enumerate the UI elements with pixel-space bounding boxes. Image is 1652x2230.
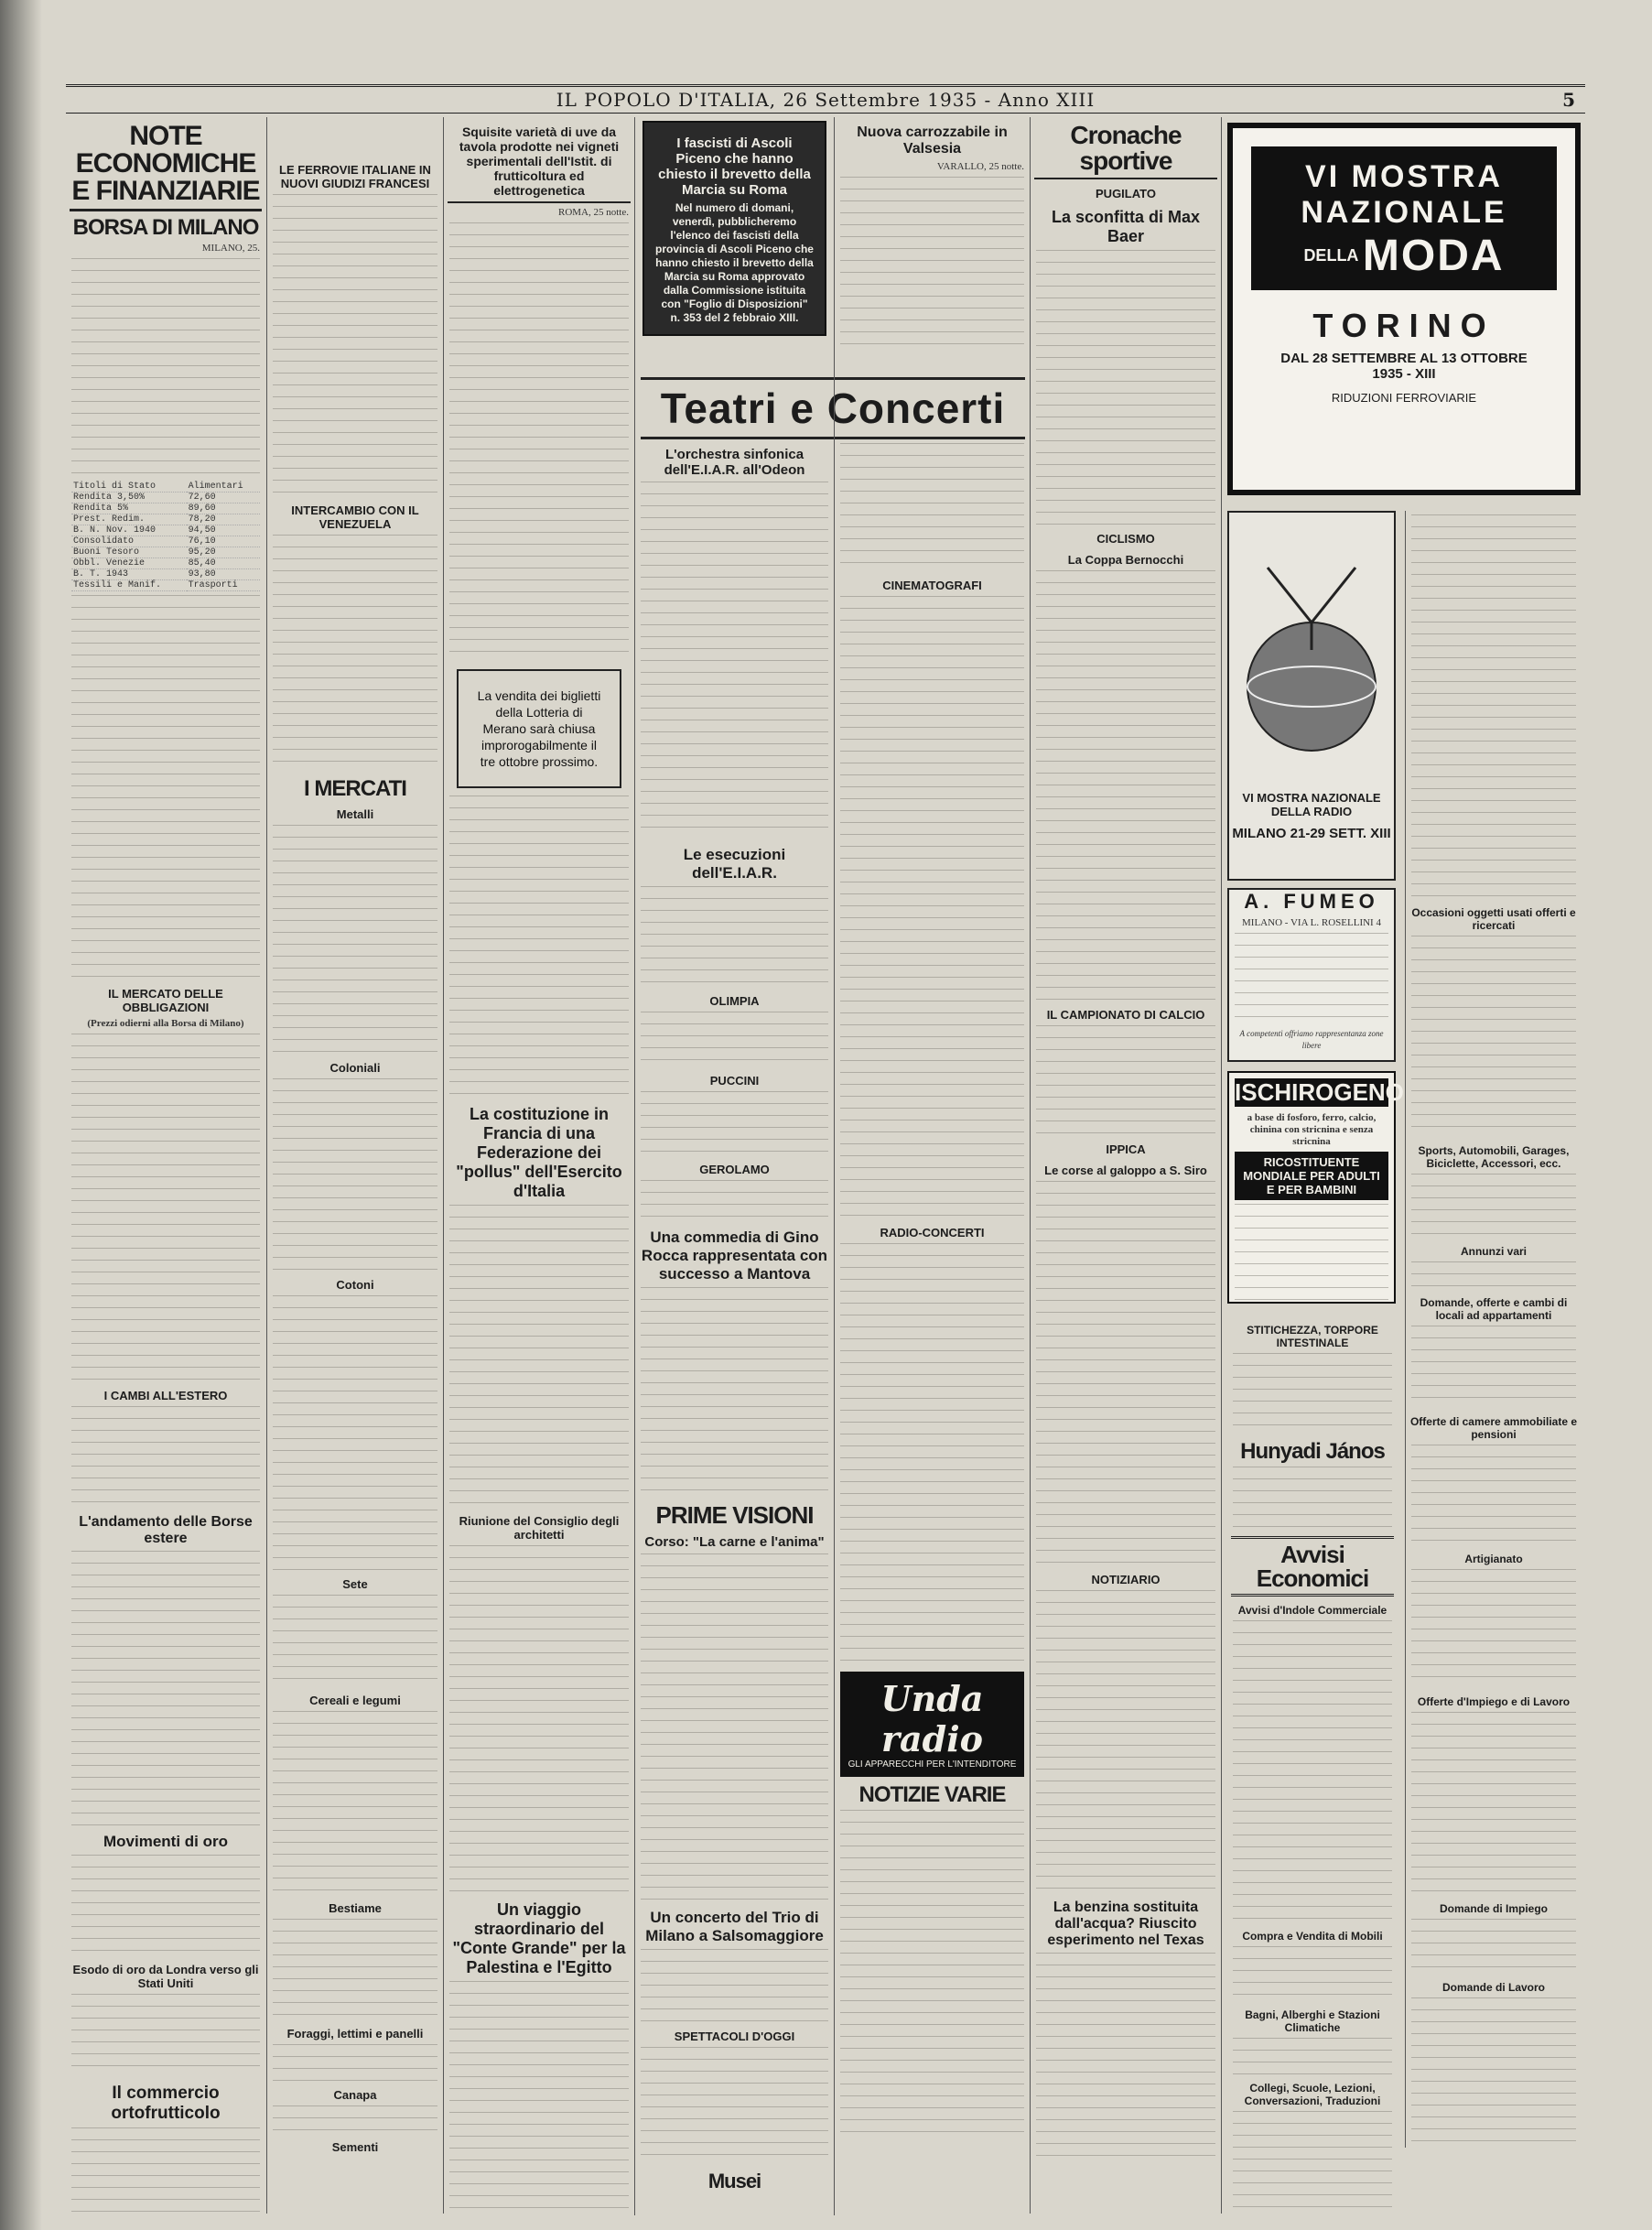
concerto-text xyxy=(641,1949,828,2022)
bagni-text xyxy=(1233,2038,1392,2074)
ischirogeno-line1: a base di fosforo, ferro, calcio, chinina con stricnina e senza stricnina xyxy=(1247,1112,1377,1147)
bestiame-text xyxy=(273,1919,437,2019)
page-number: 5 xyxy=(1562,89,1576,111)
teatri-banner: Teatri e Concerti xyxy=(641,377,1025,439)
fumeo-ad xyxy=(1227,888,1396,1062)
quotes-table xyxy=(71,482,260,591)
column-sport xyxy=(1030,117,1221,2214)
cat-camere: Offerte di camere ammobiliate e pensioni xyxy=(1409,1415,1578,1441)
heading-viaggio: Un viaggio straordinario del "Conte Grande" per la Palestina e l'Egitto xyxy=(452,1900,626,1976)
heading-calcio: IL CAMPIONATO DI CALCIO xyxy=(1046,1008,1205,1022)
heading-puccini: PUCCINI xyxy=(709,1074,760,1088)
avvisi-economici: Avvisi Economici xyxy=(1231,1536,1394,1597)
artigianato-text xyxy=(1411,1569,1576,1688)
radio-concerti-text xyxy=(840,1243,1024,1664)
heading-bestiame: Bestiame xyxy=(329,1901,382,1915)
ferrovie-text xyxy=(273,194,437,496)
obbligazioni-list xyxy=(71,1034,260,1381)
table-row: B. N. Nov. 1940 94,50 xyxy=(71,525,260,536)
orto-text xyxy=(71,2127,260,2214)
cat-bagni: Bagni, Alberghi e Stazioni Climatiche xyxy=(1245,2008,1380,2034)
unda-brand: Unda radio xyxy=(880,1678,984,1759)
coloniali-text xyxy=(273,1078,437,1271)
borsa-title: BORSA DI MILANO xyxy=(72,215,259,240)
heading-borse-estere: L'andamento delle Borse estere xyxy=(79,1514,253,1546)
intercambio-text xyxy=(273,535,437,773)
subheading-obbligazioni: (Prezzi odierni alla Borsa di Milano) xyxy=(87,1018,244,1029)
cat-collegi: Collegi, Scuole, Lezioni, Conversazioni, Traduzioni xyxy=(1244,2082,1381,2107)
francia-text xyxy=(449,1205,629,1507)
heading-musei: Musei xyxy=(707,2170,761,2192)
table-row: Buoni Tesoro 95,20 xyxy=(71,547,260,558)
foraggi-text xyxy=(273,2044,437,2081)
heading-cambi: I CAMBI ALL'ESTERO xyxy=(103,1389,228,1402)
table-row: Tessili e Manif. Trasporti xyxy=(71,580,260,591)
viaggio-text xyxy=(449,1981,629,2214)
finance-banner: NOTE ECONOMICHE E FINANZIARIE xyxy=(70,123,262,211)
heading-mercati: I MERCATI xyxy=(304,776,406,801)
quotes-list xyxy=(71,595,260,980)
masthead-title: IL POPOLO D'ITALIA, 26 Settembre 1935 - Anno XIII xyxy=(556,89,1096,111)
spettacoli-text xyxy=(641,2047,828,2166)
heading-movimenti-oro: Movimenti di oro xyxy=(103,1833,228,1850)
fascisti-box xyxy=(642,121,826,336)
moda-note: RIDUZIONI FERROVIARIE xyxy=(1331,391,1477,405)
heading-gerolamo: GEROLAMO xyxy=(699,1163,770,1176)
ischirogeno-ad xyxy=(1227,1071,1404,1304)
unda-tagline: GLI APPARECCHI PER L'INTENDITORE xyxy=(848,1759,1017,1770)
canapa-text xyxy=(273,2106,437,2133)
heading-orchestra: L'orchestra sinfonica dell'E.I.A.R. all'Odeon xyxy=(664,447,805,478)
puccini-text xyxy=(641,1091,828,1155)
cat-impiego: Offerte d'Impiego e di Lavoro xyxy=(1417,1695,1571,1708)
table-row: Rendita 3,50% 72,60 xyxy=(71,493,260,503)
heading-notiziario: NOTIZIARIO xyxy=(1091,1573,1161,1586)
corso-text xyxy=(641,1553,828,1901)
collegi-text xyxy=(1233,2111,1392,2212)
cereali-text xyxy=(273,1711,437,1894)
radio-ad xyxy=(1227,511,1396,881)
table-row: Prest. Redim. 78,20 xyxy=(71,514,260,525)
baer-text xyxy=(1036,250,1215,525)
rocca-text xyxy=(641,1287,828,1498)
left-classifieds xyxy=(1227,1316,1398,2214)
table-row: Rendita 5% 89,60 xyxy=(71,503,260,514)
fumeo-name: A. FUMEO xyxy=(1244,890,1379,913)
moda-line4: MODA xyxy=(1362,232,1505,280)
domande-lavoro-text xyxy=(1411,1997,1576,2144)
heading-stitichezza: STITICHEZZA, TORPORE INTESTINALE xyxy=(1247,1324,1378,1349)
cat-commerciale: Avvisi d'Indole Commerciale xyxy=(1237,1604,1387,1617)
heading-radio-concerti: RADIO-CONCERTI xyxy=(880,1226,985,1239)
heading-siro: Le corse al galoppo a S. Siro xyxy=(1044,1164,1207,1177)
mobili-text xyxy=(1233,1946,1392,2001)
moda-city: TORINO xyxy=(1312,307,1495,344)
impiego-text xyxy=(1411,1712,1576,1895)
radio-ad-title: VI MOSTRA NAZIONALE DELLA RADIO xyxy=(1242,791,1381,818)
ischirogeno-name: ISCHIROGENO xyxy=(1235,1078,1404,1106)
olimpia-text xyxy=(641,1012,828,1066)
heading-esecuzioni: Le esecuzioni dell'E.I.A.R. xyxy=(683,846,786,882)
oro-text xyxy=(71,1855,260,1955)
heading-concerto-trio: Un concerto del Trio di Milano a Salsomaggiore xyxy=(645,1909,824,1944)
fumeo-note: A competenti offriamo rappresentanza zone libere xyxy=(1239,1029,1384,1050)
news-text-1 xyxy=(449,796,629,1098)
heading-ferrovie: LE FERROVIE ITALIANE IN NUOVI GIUDIZI FRANCESI xyxy=(279,163,431,190)
heading-carrozzabile: Nuova carrozzabile in Valsesia xyxy=(857,124,1008,157)
column-ads xyxy=(1221,117,1586,2214)
fumeo-addr: MILANO - VIA L. ROSELLINI 4 xyxy=(1242,917,1381,928)
table-row: Obbl. Venezie 85,40 xyxy=(71,558,260,569)
cat-locali: Domande, offerte e cambi di locali ad appartamenti xyxy=(1420,1296,1568,1322)
cambi-text xyxy=(71,1406,260,1507)
column-cinema-body xyxy=(834,439,1030,2215)
carrozzabile-text xyxy=(840,177,1024,351)
notiziario-text xyxy=(1036,1590,1215,1892)
table-row: Titoli di Stato Alimentari xyxy=(71,482,260,493)
heading-ortofrutticolo: Il commercio ortofrutticolo xyxy=(111,2084,221,2123)
borse-text xyxy=(71,1551,260,1825)
borsa-text xyxy=(71,258,260,478)
uve-text xyxy=(449,222,629,662)
heading-architetti: Riunione del Consiglio degli architetti xyxy=(459,1514,620,1542)
heading-intercambio: INTERCAMBIO CON IL VENEZUELA xyxy=(291,503,419,531)
heading-metalli: Metalli xyxy=(336,807,374,821)
column-teatri-body xyxy=(634,439,834,2215)
commerciale-text xyxy=(1233,1620,1392,1922)
globe-illustration xyxy=(1231,513,1392,787)
right-classifieds xyxy=(1405,511,1582,2148)
heading-notizie-varie: NOTIZIE VARIE xyxy=(858,1782,1006,1807)
fascisti-title: I fascisti di Ascoli Piceno che hanno chiesto il brevetto della Marcia su Roma xyxy=(658,135,811,198)
heading-coloniali: Coloniali xyxy=(329,1061,381,1075)
prime-visioni: PRIME VISIONI xyxy=(655,1501,814,1529)
occasioni-text xyxy=(1411,936,1576,1137)
cat-sports: Sports, Automobili, Garages, Biciclette, Accessori, ecc. xyxy=(1418,1144,1570,1170)
siro-text xyxy=(1036,1181,1215,1565)
cat-mobili: Compra e Vendita di Mobili xyxy=(1242,1930,1383,1943)
heading-obbligazioni: IL MERCATO DELLE OBBLIGAZIONI xyxy=(108,987,223,1014)
table-row: B. T. 1943 93,80 xyxy=(71,569,260,580)
carrozzabile-dateline: VARALLO, 25 notte. xyxy=(936,161,1024,172)
borsa-dateline: MILANO, 25. xyxy=(201,243,260,254)
heading-spettacoli: SPETTACOLI D'OGGI xyxy=(674,2030,795,2043)
heading-rocca: Una commedia di Gino Rocca rappresentata con successo a Mantova xyxy=(641,1229,828,1283)
cat-occasioni: Occasioni oggetti usati offerti e ricercati xyxy=(1411,906,1576,932)
heading-pugilato: PUGILATO xyxy=(1096,187,1156,200)
cat-artigianato: Artigianato xyxy=(1464,1553,1523,1565)
heading-francia: La costituzione in Francia di una Federazione dei "pollus" dell'Esercito d'Italia xyxy=(456,1105,622,1200)
teatri-listings xyxy=(840,443,1024,571)
heading-esodo-oro: Esodo di oro da Londra verso gli Stati Uniti xyxy=(72,1963,259,1990)
heading-ippica: IPPICA xyxy=(1106,1142,1146,1156)
heading-bernocchi: La Coppa Bernocchi xyxy=(1067,553,1184,567)
masthead xyxy=(66,84,1585,114)
hunyadi-text xyxy=(1233,1467,1392,1531)
calcio-text xyxy=(1036,1025,1215,1135)
heading-ciclismo: CICLISMO xyxy=(1096,532,1155,546)
gerolamo-text xyxy=(641,1180,828,1221)
lotteria-box xyxy=(457,669,621,788)
sete-text xyxy=(273,1595,437,1686)
heading-cereali: Cereali e legumi xyxy=(309,1694,401,1707)
annunzi-text xyxy=(1411,1261,1576,1289)
moda-line3: DELLA xyxy=(1303,246,1359,265)
metalli-text xyxy=(273,825,437,1054)
moda-line1: VI MOSTRA xyxy=(1305,159,1503,194)
heading-canapa: Canapa xyxy=(333,2088,377,2102)
sports-text xyxy=(1411,1174,1576,1238)
cat-domande-lavoro: Domande di Lavoro xyxy=(1441,1981,1545,1994)
heading-baer: La sconfitta di Max Baer xyxy=(1051,208,1201,245)
cotoni-text xyxy=(273,1295,437,1570)
unda-radio-ad xyxy=(840,1672,1024,1777)
moda-line2: NAZIONALE xyxy=(1301,195,1507,230)
domande-impiego-text xyxy=(1411,1919,1576,1974)
cat-annunzi: Annunzi vari xyxy=(1460,1245,1527,1258)
scan-binding-edge xyxy=(0,0,42,2230)
cat-domande-impiego: Domande di Impiego xyxy=(1439,1902,1548,1915)
fumeo-text xyxy=(1235,933,1388,1024)
heading-sete: Sete xyxy=(342,1577,368,1591)
notizie-text xyxy=(840,1810,1024,2139)
school-ads-text xyxy=(1411,514,1576,899)
moda-ad xyxy=(1227,123,1581,495)
benzina-text xyxy=(1036,1953,1215,2163)
architetti-text xyxy=(449,1545,629,1893)
heading-cronache-sportive: Cronache sportive xyxy=(1034,123,1217,179)
ischirogeno-line2: RICOSTITUENTE MONDIALE PER ADULTI E PER BAMBINI xyxy=(1235,1152,1388,1200)
heading-cotoni: Cotoni xyxy=(336,1278,374,1292)
heading-foraggi: Foraggi, lettimi e panelli xyxy=(286,2027,424,2041)
heading-corso: Corso: "La carne e l'anima" xyxy=(644,1534,825,1550)
ischirogeno-text xyxy=(1235,1204,1388,1304)
column-news-a xyxy=(443,117,634,2214)
cinematografi-text xyxy=(840,596,1024,1218)
heading-cinematografi: CINEMATOGRAFI xyxy=(882,579,982,592)
heading-olimpia: OLIMPIA xyxy=(709,994,760,1008)
column-markets xyxy=(266,117,443,2214)
moda-dates: DAL 28 SETTEMBRE AL 13 OTTOBRE 1935 - XIII xyxy=(1280,351,1528,382)
esodo-text xyxy=(71,1994,260,2076)
heading-uve: Squisite varietà di uve da tavola prodotte nei vigneti sperimentali dell'Istit. di frutticoltura ed elettrogenetica xyxy=(448,124,631,203)
esecuzioni-text xyxy=(641,886,828,987)
uve-dateline: ROMA, 25 notte. xyxy=(558,207,629,218)
fascisti-text: Nel numero di domani, venerdì, pubblicheremo l'elenco dei fascisti della provincia di Ascoli Piceno che hanno chiesto il brevetto della Marcia su Roma approvato dalla Commissione istituita con "Foglio di Disposizioni" n. 353 del 2 febbraio XIII. xyxy=(655,201,814,324)
stitichezza-text xyxy=(1233,1353,1392,1435)
heading-benzina: La benzina sostituita dall'acqua? Riuscito esperimento nel Texas xyxy=(1047,1900,1204,1948)
lotteria-text: La vendita dei biglietti della Lotteria di Merano sarà chiusa improrogabilmente il tre ottobre prossimo. xyxy=(477,688,601,769)
locali-text xyxy=(1411,1326,1576,1408)
table-row: Consolidato 76,10 xyxy=(71,536,260,547)
heading-sementi: Sementi xyxy=(331,2140,379,2154)
radio-ad-dates: MILANO 21-29 SETT. XIII xyxy=(1232,826,1391,841)
orchestra-text xyxy=(641,482,828,839)
bernocchi-text xyxy=(1036,570,1215,1001)
hunyadi-title: Hunyadi János xyxy=(1240,1439,1385,1464)
camere-text xyxy=(1411,1445,1576,1545)
column-finance xyxy=(66,117,265,2214)
